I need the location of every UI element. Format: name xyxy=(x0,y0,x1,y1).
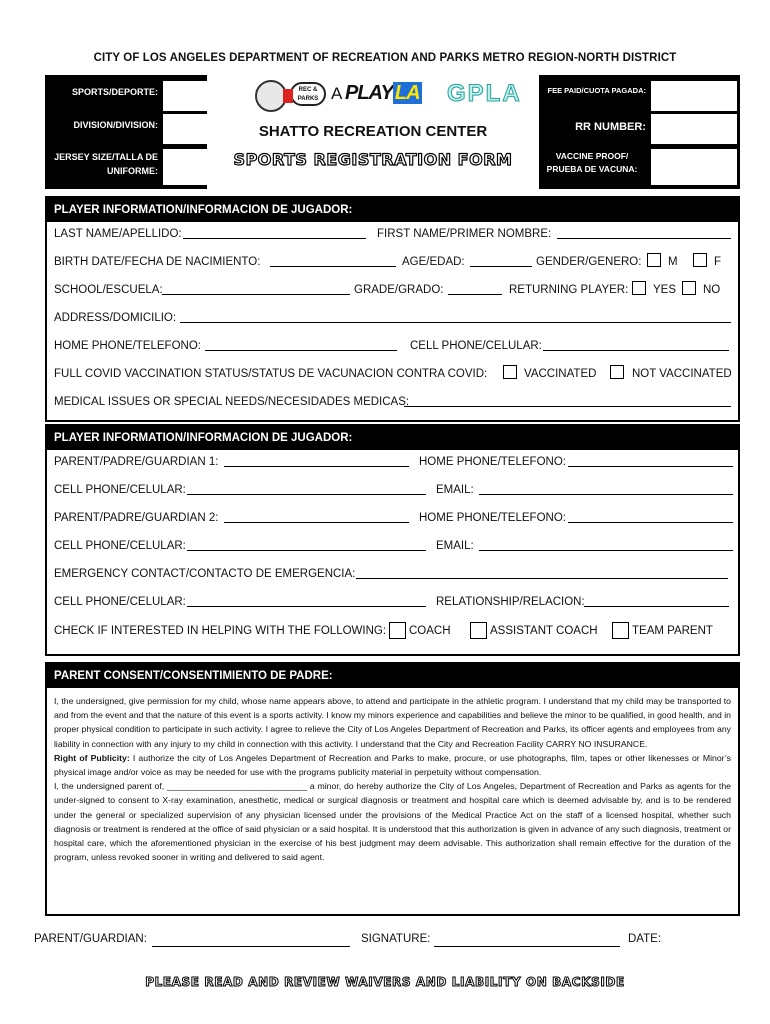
signature-label: SIGNATURE: xyxy=(361,933,431,945)
consent-paragraph-1: I, the undersigned, give permission for my child, whose name appears above, to attend and participate in the athletic program. I understand that my child may be transported to and from the event and that the nature of this event is a sports activity. I know my minors experience and capabilities and believe the minor to be qualified, in good health, and in proper physical condition to participate in such activity. I agree to relieve the City of Los Angeles Department of Recreation and Parks, its officer agents and employees from any liability in connection with any injury to my child in connection with this activity. I understand that the City and Recreation Facility CARRY NO INSURANCE. xyxy=(54,696,731,749)
returning-yes-label: YES xyxy=(653,284,677,296)
last-name-field[interactable] xyxy=(183,226,366,239)
consent-paragraph-2 xyxy=(54,751,731,779)
emergency-cell-label: CELL PHONE/CELULAR: xyxy=(54,596,186,608)
vaccine-field[interactable] xyxy=(650,148,738,186)
relationship-field[interactable] xyxy=(584,594,729,607)
guardian2-row xyxy=(54,510,731,526)
consent-section xyxy=(45,662,740,916)
publicity-label: Right of Publicity: xyxy=(54,752,130,763)
header-center xyxy=(207,75,539,189)
play-la-logo xyxy=(345,82,422,105)
consent-p3-end: a minor, do hereby authorize the City of Los Angeles, Department of Recreation and Parks as agents for the under-signed to consent to X-ray examination, anesthetic, medical or surgical diagnosis or treatment and hospital care which is deemed advisable by, and is to be rendered under the general or specialized supervision of any physician licensed under the provisions of the Medical Practice Act on the staff of a licensed hospital, whether such diagnosis or treatment is rendered at the office of said physician or a said hospital. It is understood that this authorization is given in advance of any such diagnosis, treatment or hospital care, which the aforementioned physician in the exercise of his best judgment may deem advisable. This authorization shall remain effective for the duration of the program, unless revoked sooner in writing and delivered to said agent. xyxy=(54,781,731,863)
assistant-coach-checkbox[interactable] xyxy=(470,622,487,639)
vaccinated-checkbox[interactable] xyxy=(503,365,517,379)
gender-m-label: M xyxy=(668,256,678,268)
grade-field[interactable] xyxy=(448,282,502,295)
guardian2-cell-row xyxy=(54,538,731,554)
jersey-label-line1: JERSEY SIZE/TALLA DE xyxy=(54,152,158,162)
player-info-section xyxy=(45,196,740,422)
last-name-label: LAST NAME/APELLIDO: xyxy=(54,228,182,240)
medical-label: MEDICAL ISSUES OR SPECIAL NEEDS/NECESIDADES MEDICAS: xyxy=(54,396,410,408)
coach-checkbox[interactable] xyxy=(389,622,406,639)
guardian2-email-label: EMAIL: xyxy=(436,540,474,552)
guardian2-field[interactable] xyxy=(224,510,409,523)
parent-guardian-field[interactable] xyxy=(152,934,350,947)
guardian1-cell-field[interactable] xyxy=(187,482,426,495)
gender-label: GENDER/GENERO: xyxy=(536,256,642,268)
team-parent-checkbox[interactable] xyxy=(612,622,629,639)
emergency-row xyxy=(54,566,731,582)
jersey-label xyxy=(50,151,158,179)
guardian2-cell-field[interactable] xyxy=(187,538,426,551)
form-name: SPORTS REGISTRATION FORM xyxy=(233,150,513,169)
birth-date-label: BIRTH DATE/FECHA DE NACIMIENTO: xyxy=(54,256,261,268)
rr-field[interactable] xyxy=(650,113,738,145)
center-name: SHATTO RECREATION CENTER xyxy=(258,123,488,140)
page-title: CITY OF LOS ANGELES DEPARTMENT OF RECREATION AND PARKS METRO REGION-NORTH DISTRICT xyxy=(93,52,677,64)
school-row xyxy=(54,282,731,298)
guardian1-label: PARENT/PADRE/GUARDIAN 1: xyxy=(54,456,219,468)
la-badge-text: LA xyxy=(394,82,420,104)
returning-yes-checkbox[interactable] xyxy=(632,281,646,295)
vaccine-label-line1: VACCINE PROOF/ xyxy=(555,151,629,161)
returning-no-checkbox[interactable] xyxy=(682,281,696,295)
emergency-cell-field[interactable] xyxy=(187,594,426,607)
guardian1-email-label: EMAIL: xyxy=(436,484,474,496)
returning-no-label: NO xyxy=(703,284,721,296)
date-label: DATE: xyxy=(628,933,662,945)
gender-f-label: F xyxy=(714,256,722,268)
vaccinated-label: VACCINATED xyxy=(524,368,597,380)
rec-parks-logo-line1: REC & xyxy=(298,87,318,93)
assistant-coach-label: ASSISTANT COACH xyxy=(490,625,598,637)
home-phone-label: HOME PHONE/TELEFONO: xyxy=(54,340,201,352)
fee-label: FEE PAID/CUOTA PAGADA: xyxy=(547,86,646,95)
interest-label: CHECK IF INTERESTED IN HELPING WITH THE FOLLOWING: xyxy=(54,625,387,637)
school-label: SCHOOL/ESCUELA: xyxy=(54,284,163,296)
rec-parks-logo-line2: PARKS xyxy=(297,96,319,102)
age-field[interactable] xyxy=(470,254,532,267)
consent-paragraph-3 xyxy=(54,779,731,864)
guardian1-row xyxy=(54,454,731,470)
covid-label: FULL COVID VACCINATION STATUS/STATUS DE VACUNACION CONTRA COVID: xyxy=(54,368,488,380)
vaccine-label-line2: PRUEBA DE VACUNA: xyxy=(546,164,638,175)
name-row xyxy=(54,226,731,242)
coach-label: COACH xyxy=(409,625,451,637)
gpla-logo: GPLA xyxy=(447,80,522,107)
first-name-label: FIRST NAME/PRIMER NOMBRE: xyxy=(377,228,552,240)
cell-phone-label: CELL PHONE/CELULAR: xyxy=(410,340,542,352)
home-phone-field[interactable] xyxy=(205,338,397,351)
guardian1-home-phone-label: HOME PHONE/TELEFONO: xyxy=(419,456,566,468)
interest-row xyxy=(54,623,731,639)
birth-date-field[interactable] xyxy=(270,254,396,267)
team-parent-label: TEAM PARENT xyxy=(632,625,713,637)
rr-label: RR NUMBER: xyxy=(575,121,646,133)
rec-parks-logo xyxy=(290,82,326,106)
gender-f-checkbox[interactable] xyxy=(693,253,707,267)
division-label: DIVISION/DIVISION: xyxy=(73,120,158,130)
emergency-label: EMERGENCY CONTACT/CONTACTO DE EMERGENCIA: xyxy=(54,568,356,580)
covid-row xyxy=(54,366,731,382)
jersey-label-line2: UNIFORME: xyxy=(107,165,158,176)
consent-text xyxy=(54,694,731,864)
returning-label: RETURNING PLAYER: xyxy=(509,284,629,296)
guardian2-label: PARENT/PADRE/GUARDIAN 2: xyxy=(54,512,219,524)
player-info-heading: PLAYER INFORMATION/INFORMACION DE JUGADOR: xyxy=(47,198,738,222)
guardian1-cell-label: CELL PHONE/CELULAR: xyxy=(54,484,186,496)
medical-field[interactable] xyxy=(404,394,731,407)
medical-row xyxy=(54,394,731,410)
age-label: AGE/EDAD: xyxy=(402,256,465,268)
sports-label: SPORTS/DEPORTE: xyxy=(71,87,158,97)
parent-info-heading: PLAYER INFORMATION/INFORMACION DE JUGADOR: xyxy=(47,426,738,450)
la-a-text: A xyxy=(331,84,343,103)
play-la-text: PLAY xyxy=(345,82,393,104)
not-vaccinated-checkbox[interactable] xyxy=(610,365,624,379)
grade-label: GRADE/GRADO: xyxy=(354,284,444,296)
birth-row xyxy=(54,254,731,270)
guardian2-home-phone-field[interactable] xyxy=(568,510,733,523)
minor-name-field[interactable]: _____________________________ xyxy=(166,781,308,792)
address-field[interactable] xyxy=(180,310,731,323)
fee-field[interactable] xyxy=(650,80,738,112)
guardian2-cell-label: CELL PHONE/CELULAR: xyxy=(54,540,186,552)
emergency-cell-row xyxy=(54,594,731,610)
not-vaccinated-label: NOT VACCINATED xyxy=(632,368,732,380)
phone-row xyxy=(54,338,731,354)
guardian2-email-field[interactable] xyxy=(479,538,733,551)
consent-heading: PARENT CONSENT/CONSENTIMIENTO DE PADRE: xyxy=(47,664,738,688)
relationship-label: RELATIONSHIP/RELACION: xyxy=(436,596,585,608)
guardian2-home-phone-label: HOME PHONE/TELEFONO: xyxy=(419,512,566,524)
la-flag-icon xyxy=(283,89,293,103)
signature-field[interactable] xyxy=(434,934,620,947)
guardian1-email-field[interactable] xyxy=(479,482,733,495)
parent-guardian-label: PARENT/GUARDIAN: xyxy=(34,933,147,945)
guardian1-home-phone-field[interactable] xyxy=(568,454,733,467)
footer-notice: PLEASE READ AND REVIEW WAIVERS AND LIABILITY ON BACKSIDE xyxy=(145,975,625,989)
parent-info-section xyxy=(45,424,740,656)
emergency-field[interactable] xyxy=(356,566,728,579)
school-field[interactable] xyxy=(162,282,350,295)
cell-phone-field[interactable] xyxy=(543,338,729,351)
gender-m-checkbox[interactable] xyxy=(647,253,661,267)
vaccine-label xyxy=(540,150,644,176)
address-row xyxy=(54,310,731,326)
consent-p3-start: I, the undersigned parent of, xyxy=(54,781,167,792)
address-label: ADDRESS/DOMICILIO: xyxy=(54,312,177,324)
first-name-field[interactable] xyxy=(557,226,731,239)
guardian1-cell-row xyxy=(54,482,731,498)
publicity-text: I authorize the city of Los Angeles Department of Recreation and Parks to make, procure, or use photographs, film, tapes or other likenesses or Minor’s physical image and/or voice as may be needed for use with the programs publicity material in perpetuity without compensation. xyxy=(54,752,731,778)
guardian1-field[interactable] xyxy=(224,454,409,467)
